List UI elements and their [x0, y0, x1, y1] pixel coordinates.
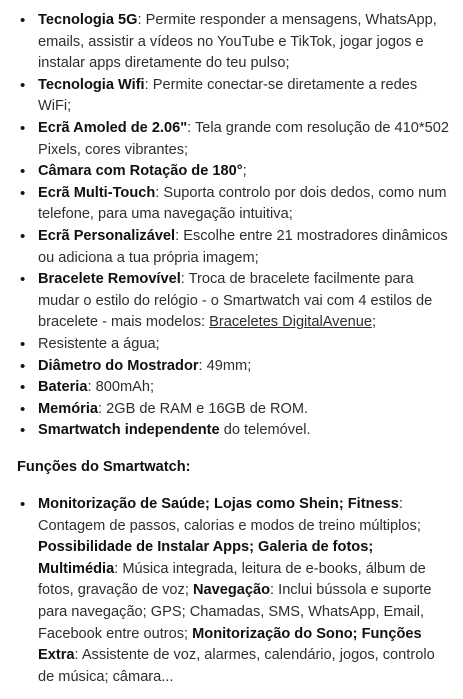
functions-list: [0, 494, 463, 688]
list-item: • Bateria: 800mAh;: [0, 377, 463, 399]
bullet-icon: •: [20, 119, 26, 137]
list-item: • Ecrã Personalizável: Escolhe entre 21 mostradores dinâmicos ou adiciona a tua própria imagem;: [20, 227, 448, 266]
list-item: • Smartwatch independente do telemóvel.: [0, 420, 463, 442]
bullet-icon: •: [20, 227, 26, 245]
list-item: • Ecrã Amoled de 2.06": Tela grande com resolução de 410*502 Pixels, cores vibrantes;: [20, 119, 449, 158]
list-item: • Tecnologia 5G: Permite responder a mensagens, WhatsApp, emails, assistir a vídeos no YouTube e TikTok, jogar jogos e instalar apps diretamente do teu pulso;: [20, 12, 437, 72]
bullet-icon: •: [20, 163, 26, 181]
features-list: [0, 10, 463, 442]
list-item: • Tecnologia Wifi: Permite conectar-se diretamente a redes WiFi;: [20, 76, 418, 115]
bullet-icon: •: [20, 357, 26, 375]
list-item: • Câmara com Rotação de 180°;: [0, 161, 463, 183]
bullet-icon: •: [20, 12, 26, 29]
list-item: • Monitorização de Saúde; Lojas como Shein; Fitness: Contagem de passos, calorias e modos de treino múltiplos; Possibilidade de Instalar Apps; Galeria de fotos; Multimédia: Música integrada, leitura de e-books, álbum de fotos, gravação de voz; Navegação: Inclui bússola e suporte para navegação; GPS; Chamadas, SMS, WhatsApp, Email, Facebook entre outros; Monitorização do Sono; Funções Extra: Assistente de voz, alarmes, calendário, jogos, controlo de música; câmara...: [20, 496, 435, 685]
bullet-icon: •: [20, 184, 26, 202]
braceletes-link[interactable]: Braceletes DigitalAvenue: [209, 314, 372, 331]
list-item: • Ecrã Multi-Touch: Suporta controlo por dois dedos, como num telefone, para uma navegação intuitiva;: [20, 184, 447, 223]
bullet-icon: •: [20, 76, 26, 94]
list-item: • Diâmetro do Mostrador: 49mm;: [0, 356, 463, 378]
bullet-icon: •: [20, 422, 26, 440]
bullet-icon: •: [20, 496, 26, 513]
section-heading: Funções do Smartwatch:: [17, 459, 191, 475]
list-item: • Bracelete Removível: Troca de bracelete facilmente para mudar o estilo do relógio - o Smartwatch vai com 4 estilos de bracelete - mais modelos: Braceletes DigitalAvenue;: [20, 271, 433, 331]
bullet-icon: •: [20, 271, 26, 289]
bullet-icon: •: [20, 379, 26, 397]
bullet-icon: •: [20, 400, 26, 418]
bullet-icon: •: [20, 335, 26, 353]
list-item: • Resistente a água;: [0, 334, 463, 356]
list-item: • Memória: 2GB de RAM e 16GB de ROM.: [0, 399, 463, 421]
